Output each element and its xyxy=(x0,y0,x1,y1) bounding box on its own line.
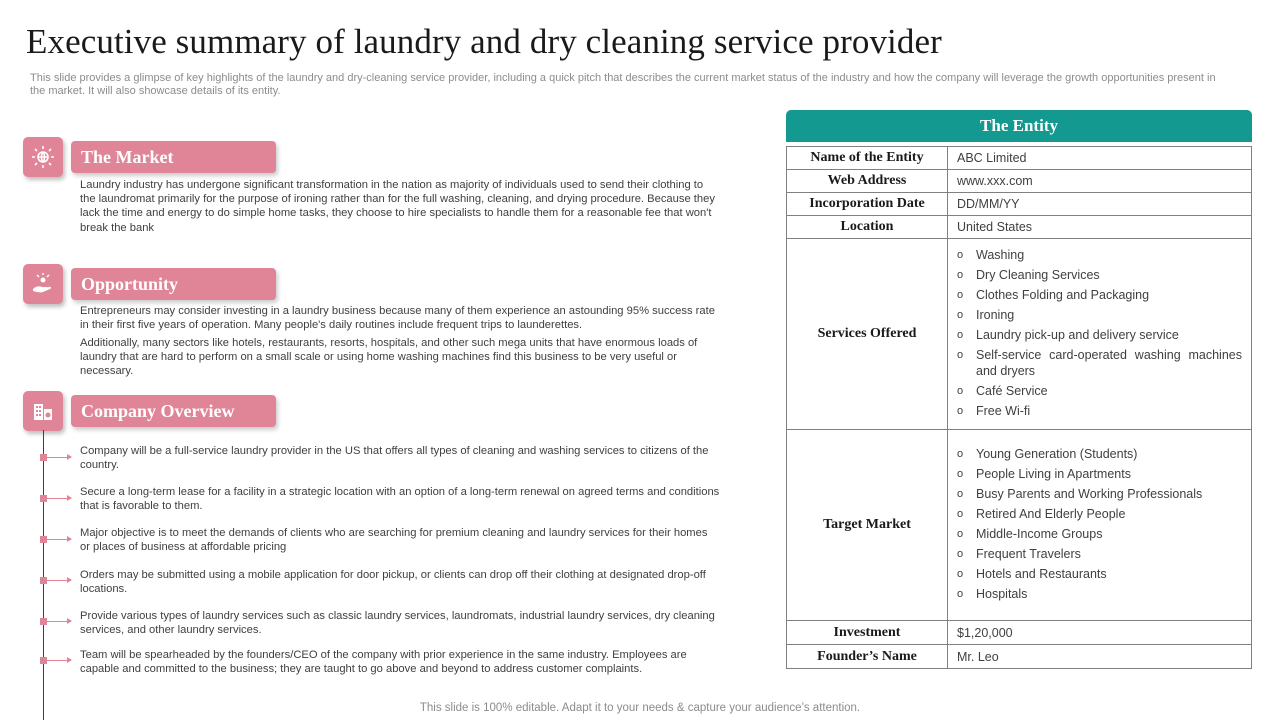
page-subtitle: This slide provides a glimpse of key highlights of the laundry and dry-cleaning service provider, including a quick pitch that describes the current market status of the industry and how the company will leverage the growth opportunities present in the market. It will also showcase details of its entity. xyxy=(30,72,1216,97)
timeline-marker xyxy=(40,618,47,625)
opportunity-text-1: Entrepreneurs may consider investing in a laundry business because many of them experience an astounding 95% success rate in their first five years of operation. Many people's daily routines include frequent trips to launderettes. xyxy=(80,305,715,332)
timeline-arrow xyxy=(47,621,71,622)
timeline-arrow xyxy=(47,539,71,540)
list-item: o Hospitals xyxy=(957,586,1242,602)
services-offered-label: Services Offered xyxy=(787,239,948,430)
page-title: Executive summary of laundry and dry cleaning service provider xyxy=(26,22,942,61)
list-item: o Café Service xyxy=(957,383,1242,399)
timeline-arrow xyxy=(47,660,71,661)
company-point: Team will be spearheaded by the founders/CEO of the company with prior experience in the same industry. Employees are capable and committed to the business; they are taught to go above and beyond to address customer complaints. xyxy=(80,649,687,676)
company-point: Company will be a full-service laundry provider in the US that offers all types of cleaning and washing services to citizens of the country. xyxy=(80,445,709,472)
entity-table xyxy=(786,146,1252,669)
location-label: Location xyxy=(787,216,948,239)
list-item: o Busy Parents and Working Professionals xyxy=(957,486,1242,502)
timeline-marker xyxy=(40,657,47,664)
list-item: o Frequent Travelers xyxy=(957,546,1242,562)
timeline-arrow xyxy=(47,580,71,581)
entity-name-label: Name of the Entity xyxy=(787,147,948,170)
incorporation-date-value: DD/MM/YY xyxy=(948,193,1252,216)
list-item: o Retired And Elderly People xyxy=(957,506,1242,522)
entity-name-value: ABC Limited xyxy=(948,147,1252,170)
market-text: Laundry industry has undergone significant transformation in the nation as majority of individuals used to send their clothing to the laundromat primarily for the purpose of ironing rather than for the full washing, cleaning, and drying procedure. Because they lack the time and energy to do simple home tasks, they choose to hire specialists to handle them for a reasonable fee that won't break the bank xyxy=(80,179,715,234)
incorporation-date-label: Incorporation Date xyxy=(787,193,948,216)
investment-value: $1,20,000 xyxy=(948,621,1252,645)
company-point: Secure a long-term lease for a facility in a strategic location with an option of a long-term renewal on agreed terms and conditions that is favorable to them. xyxy=(80,486,720,513)
list-item: o Dry Cleaning Services xyxy=(957,267,1242,283)
hand-opportunity-icon xyxy=(23,264,63,304)
table-row xyxy=(787,216,1252,239)
web-address-value: www.xxx.com xyxy=(948,170,1252,193)
list-item: o Clothes Folding and Packaging xyxy=(957,287,1242,303)
company-point: Major objective is to meet the demands of clients who are searching for premium cleaning and laundry services for their homes or places of business at affordable pricing xyxy=(80,527,708,554)
section-heading-opportunity: Opportunity xyxy=(71,268,276,300)
timeline-marker xyxy=(40,536,47,543)
footer-note: This slide is 100% editable. Adapt it to your needs & capture your audience’s attention. xyxy=(419,702,861,714)
web-address-label: Web Address xyxy=(787,170,948,193)
list-item: o Laundry pick-up and delivery service xyxy=(957,327,1242,343)
target-market-cell xyxy=(948,430,1252,621)
founder-name-label: Founder’s Name xyxy=(787,645,948,669)
target-market-label: Target Market xyxy=(787,430,948,621)
opportunity-text-2: Additionally, many sectors like hotels, restaurants, resorts, hospitals, and other such mega units that have enormous loads of laundry that are hard to perform on a small scale or using home washing machines find this business to be very useful or necessary. xyxy=(80,337,698,378)
table-row xyxy=(787,170,1252,193)
section-heading-company: Company Overview xyxy=(71,395,276,427)
list-item: o Middle-Income Groups xyxy=(957,526,1242,542)
company-point: Provide various types of laundry services such as classic laundry services, laundromats, industrial laundry services, dry cleaning services, and other laundry services. xyxy=(80,610,715,637)
investment-label: Investment xyxy=(787,621,948,645)
list-item: o Hotels and Restaurants xyxy=(957,566,1242,582)
timeline-arrow xyxy=(47,457,71,458)
building-icon xyxy=(23,391,63,431)
list-item: o Free Wi-fi xyxy=(957,403,1242,419)
table-row xyxy=(787,621,1252,645)
target-market-list xyxy=(948,446,1251,602)
services-offered-cell xyxy=(948,239,1252,430)
section-heading-market: The Market xyxy=(71,141,276,173)
list-item: o Ironing xyxy=(957,307,1242,323)
timeline-marker xyxy=(40,454,47,461)
list-item: o Washing xyxy=(957,247,1242,263)
timeline-arrow xyxy=(47,498,71,499)
table-row xyxy=(787,239,1252,430)
table-row xyxy=(787,430,1252,621)
globe-gear-icon xyxy=(23,137,63,177)
timeline-marker xyxy=(40,495,47,502)
table-row xyxy=(787,193,1252,216)
founder-name-value: Mr. Leo xyxy=(948,645,1252,669)
location-value: United States xyxy=(948,216,1252,239)
services-list xyxy=(948,247,1251,419)
timeline-marker xyxy=(40,577,47,584)
list-item: o People Living in Apartments xyxy=(957,466,1242,482)
table-row xyxy=(787,645,1252,669)
list-item: o Young Generation (Students) xyxy=(957,446,1242,462)
entity-heading: The Entity xyxy=(786,110,1252,142)
table-row xyxy=(787,147,1252,170)
company-point: Orders may be submitted using a mobile application for door pickup, or clients can drop off their clothing at designated drop-off locations. xyxy=(80,569,706,596)
list-item: o Self-service card-operated washing machines and dryers xyxy=(957,347,1242,379)
timeline-line xyxy=(43,430,44,720)
